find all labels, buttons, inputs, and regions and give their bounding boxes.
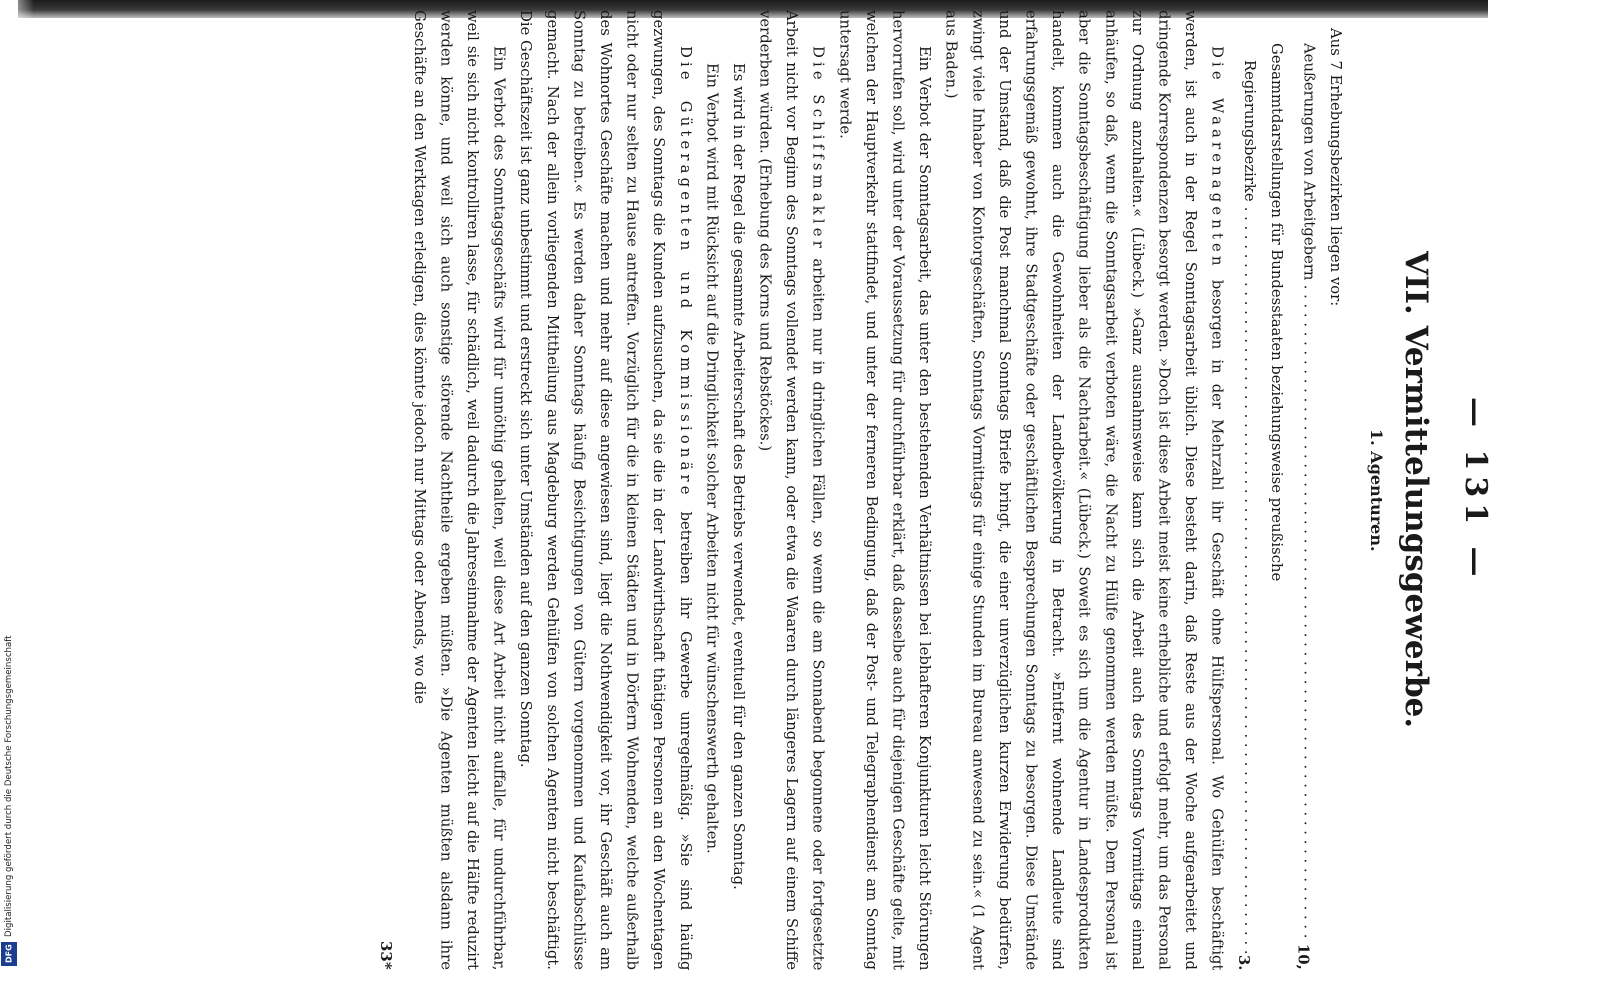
paragraph-lead: Die Güteragenten und Kommissionäre — [676, 45, 694, 499]
paragraph-text: Ein Verbot des Sonntagsgeschäfts wird für unnöthig gehalten, weil diese Art Arbeit nicht auffalle, für undurchführbar, weil sie sich nicht kontrolliren lasse, für schädlich, weil dadurch die Jahreseinnahme der Agenten leicht auf die Hälfte reduzirt werden könne, und weil sich auch sonstige störende Nachtheile ergeben müßten. »Die Agenten müßten alsdann ihre Geschäfte an den Werktagen erledigen, dies könnte jedoch nur Mittags oder Abends, wo die — [410, 10, 508, 970]
dfg-logo: DFG — [1, 942, 17, 966]
toc-label: Gesammtdarstellungen für Bundesstaaten beziehungsweise preußische — [1267, 42, 1285, 581]
toc-label: Aeußerungen von Arbeitgebern . . . — [1289, 43, 1322, 945]
paragraph-waarenagenten — [937, 10, 1230, 970]
toc-label: Regierungsbezirke . . . — [1230, 60, 1263, 954]
funding-note: Digitalisierung gefördert durch die Deutsche Forschungsgemeinschaft — [4, 635, 14, 937]
toc-row — [1289, 10, 1322, 970]
paragraph-text: Ein Verbot der Sonntagsarbeit, das unter den bestehenden Verhältnissen bei lebhafteren Konjunkturen leicht Störungen hervorrufen soll, wird unter der Voraussetzung für durchführbar erklärt, daß dasselbe auch für diejenigen Geschäfte gelte, mit welchen der Hauptverkehr stattfindet, und unter der ferneren Bedingung, daß der Post- und Telegraphendienst am Sonntag untersagt werde. — [836, 10, 934, 970]
section-heading: 1. Agenturen. — [1367, 428, 1386, 552]
paragraph-text: Es wird in der Regel die gesammte Arbeiterschaft des Betriebs verwendet, eventuell für den ganzen Sonntag. — [729, 63, 747, 891]
paragraph-arbeiterschaft — [724, 10, 751, 970]
toc-row — [1262, 10, 1289, 970]
paragraph-schiffsmakler — [751, 10, 831, 970]
page-number: — 131 — — [1458, 397, 1493, 583]
paragraph-lead: Die Waarenagenten — [1208, 45, 1226, 270]
printer-signature: 33* — [377, 941, 396, 970]
paragraph-lead: Die Schiffsmakler — [809, 45, 827, 252]
paragraph-verbot-sonntagsarbeit — [831, 10, 937, 970]
paragraph-gueteragenten — [512, 10, 698, 970]
toc-value: 3. — [1235, 954, 1253, 970]
scanned-page — [120, 10, 1500, 970]
paragraph-text: besorgen in der Mehrzahl ihr Geschäft ohne Hülfspersonal. Wo Gehülfen beschäftigt werden, ist auch in der Regel Sonntagsarbeit üblich. Diese besteht darin, daß Reste aus der Woche aufgearbeitet und dringende Korrespondenzen besorgt werden. »Doch ist diese Arbeit meist keine erhebliche und erfolgt mehr, um das Personal zur Ordnung anzuhalten.« (Lübeck.) »Ganz ausnahmsweise kann sich die Arbeit auch des Sonntags Vormittags einmal anhäufen, so daß, wenn die Sonntagsarbeit verboten wäre, die Nacht zu Hülfe genommen werden müßte. Dem Personal ist aber die Sonntagsbeschäftigung lieber als die Nachtarbeit.« (Lübeck.) Soweit es sich um die Agentur in Landesprodukten handelt, kommen auch die Gewohnheiten der Landbevölkerung in Betracht. »Entfernt wohnende Landleute sind erfahrungsgemäß gewohnt, ihre Stadtgeschäfte oder geschäftlichen Besprechungen Sonntags zu besorgen. Diese Umstände und der Umstand, daß die Post manchmal Sonntags Briefe bringt, die einer unverzüglichen kurzen Erwiderung bedürfen, zwingt viele Inhaber von Kontorgeschäften, Sonntags Vormittags für einige Stunden im Bureau anwesend zu sein.« (1 Agent aus Baden.) — [942, 10, 1226, 970]
paragraph-text: betreiben ihr Gewerbe unregelmäßig. »Sie sind häufig gezwungen, des Sonntags die Kunden aufzusuchen, da sie die in der Landwirthschaft thätigen Personen an den Wochentagen nicht oder nur selten zu Hause antreffen. Vorzüglich für die in kleinen Städten und in Dörfern Wohnenden, welche außerhalb des Wohnortes Geschäfte machen und mehr auf diese angewiesen sind, liegt die Nothwendigkeit vor, ihr Geschäft auch am Sonntag zu betreiben.« Es werden daher Sonntags häufig Besichtigungen von Gütern vorgenommen und Kaufabschlüsse gemacht. Nach der allein vorliegenden Mittheilung aus Magdeburg werden Gehülfen von solchen Agenten nicht beschäftigt. Die Geschäftszeit ist ganz unbestimmt und erstreckt sich unter Umständen auf den ganzen Sonntag. — [517, 10, 694, 970]
paragraph-verbot-sonntagsgeschaeft — [405, 10, 511, 970]
paragraph-text: Ein Verbot wird mit Rücksicht auf die Dringlichkeit solcher Arbeiten nicht für wünschenswerth gehalten. — [703, 63, 721, 854]
chapter-heading: VII. Vermittelungsgewerbe. — [1398, 251, 1434, 729]
scan-edge-fade — [0, 0, 34, 22]
paragraph-verbot-rucksicht — [698, 10, 725, 970]
toc-row-continuation — [1230, 10, 1263, 970]
paragraph-text: arbeiten nur in dringlichen Fällen, so wenn die am Sonnabend begonnene oder fortgesetzte Arbeit nicht vor Beginn des Sonntags vollendet werden kann, oder etwa die Waaren durch längeres Lagern auf einem Schiffe verderben würden. (Erhebung des Korns und Rebstöckes.) — [756, 10, 827, 970]
toc-value: 10, — [1294, 944, 1312, 970]
intro-line: Aus 7 Erhebungsbezirken liegen vor: — [1327, 27, 1344, 306]
